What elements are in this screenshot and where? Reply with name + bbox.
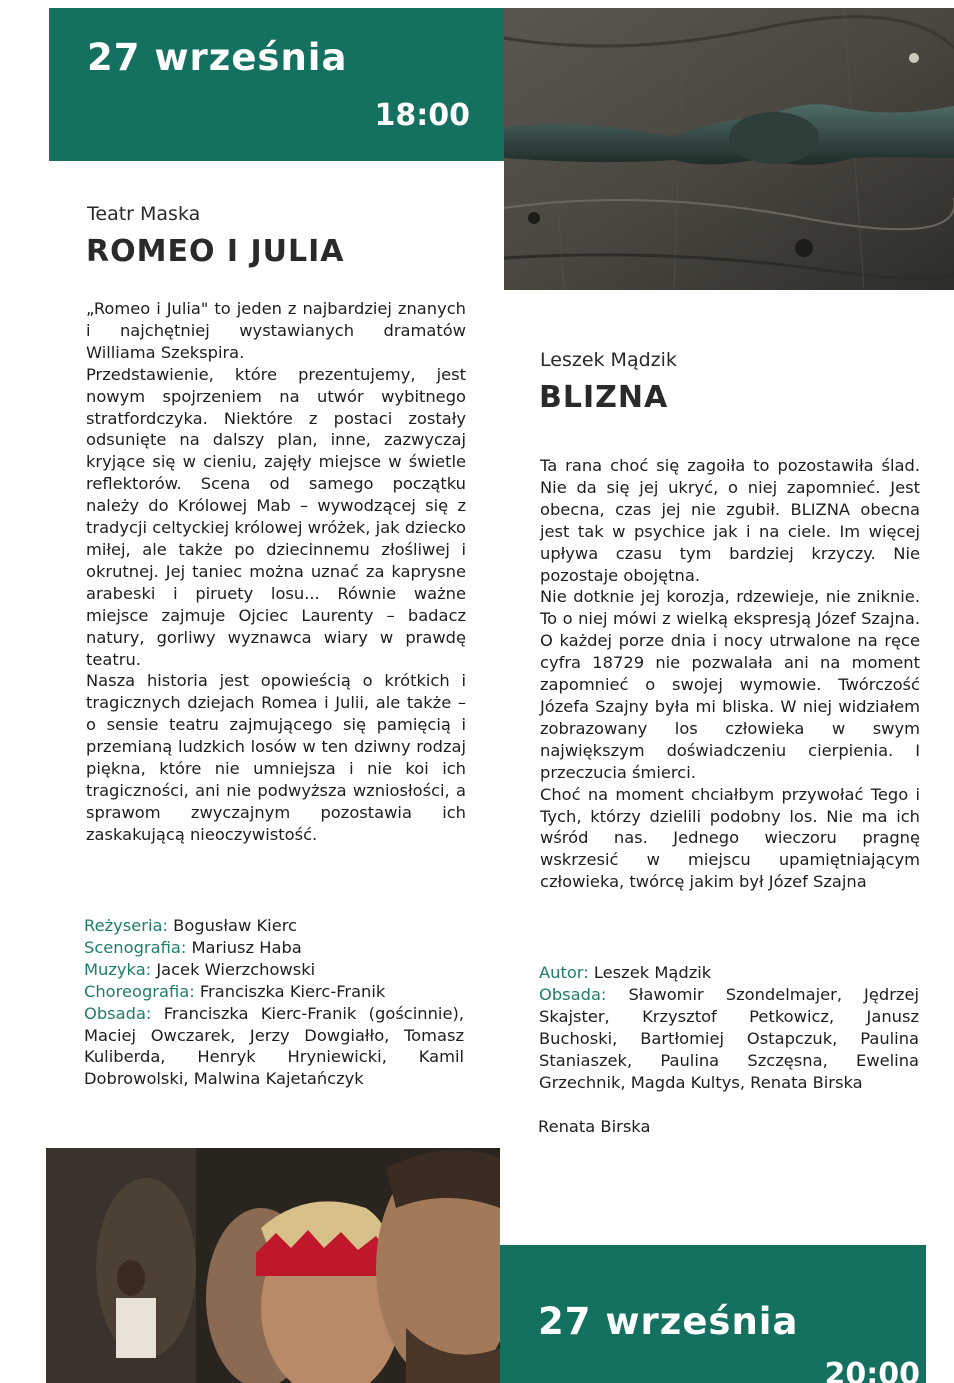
credit-value: Franciszka Kierc-Franik (gościnnie), Maciej Owczarek, Jerzy Dowgiałło, Tomasz Kuliberda, Henryk Hryniewicki, Kamil Dobrowolski, Malwina Kajetańczyk — [84, 1003, 464, 1089]
right-event-title: BLIZNA — [539, 380, 669, 415]
left-event-title: ROMEO I JULIA — [86, 234, 345, 269]
credit-line — [539, 984, 919, 1094]
credit-line — [84, 959, 464, 981]
credit-label: Muzyka: — [84, 959, 152, 979]
date-banner-bottom — [500, 1245, 926, 1383]
credit-label: Obsada: — [84, 1003, 152, 1023]
credit-label: Choreografia: — [84, 981, 195, 1001]
date-banner-top — [49, 8, 504, 161]
right-event-credits — [539, 962, 919, 1093]
event-date: 27 września — [538, 1300, 799, 1343]
event-date: 27 września — [87, 36, 348, 79]
credit-line — [84, 1003, 464, 1091]
actors-stage-photo — [46, 1148, 500, 1383]
left-event-description — [86, 298, 466, 846]
credit-label: Scenografia: — [84, 937, 187, 957]
credit-label: Reżyseria: — [84, 916, 168, 935]
credit-label: Obsada: — [539, 984, 607, 1004]
event-time: 20:00 — [824, 1357, 920, 1383]
credit-value: Jacek Wierzchowski — [151, 959, 316, 979]
credit-line — [539, 962, 919, 984]
credit-value: Bogusław Kierc — [167, 916, 298, 935]
credit-value: Mariusz Haba — [186, 937, 302, 957]
paragraph: Ta rana choć się zagoiła to pozostawiła ślad. Nie da się jej ukryć, o niej zapomnieć. Jest obecna, czas jej nie zgubił. BLIZNA obecna jest tak w psychice jak i na ciele. Im więcej upływa czasu tym bardziej krzyczy. Nie pozostaje obojętna. — [540, 456, 920, 585]
credit-label: Autor: — [539, 963, 589, 982]
left-event-credits — [84, 915, 464, 1090]
right-event-organizer: Leszek Mądzik — [540, 349, 677, 371]
paragraph: „Romeo i Julia" to jeden z najbardziej znanych i najchętniej wystawianych dramatów Williama Szekspira. — [86, 299, 466, 362]
credit-line — [84, 937, 464, 959]
credit-value: Leszek Mądzik — [588, 963, 712, 982]
left-event-organizer: Teatr Maska — [87, 203, 201, 225]
author-signature: Renata Birska — [538, 1117, 651, 1136]
paragraph: Przedstawienie, które prezentujemy, jest nowym spojrzeniem na utwór wybitnego stratfordczyka. Niektóre z postaci zostały odsunięte na dalszy plan, inne, zazwyczaj kryjące się w cieniu, zajęły miejsce w świetle reflektorów. Scena od samego początku należy do Królowej Mab – wywodzącej się z tradycji celtyckiej królowej wróżek, jak dziecko miłej, ale także po dziecinnemu złośliwej i okrutnej. Jej taniec można uznać za kaprysne arabeski i piruety losu... Równie ważne miejsce zajmuje Ojciec Laurenty – badacz natury, gorliwy wyznawca wiary w prawdę teatru. — [86, 364, 466, 669]
sculpture-hands-photo — [504, 8, 954, 290]
right-event-description — [540, 455, 920, 893]
credit-line — [84, 915, 464, 937]
paragraph: Choć na moment chciałbym przywołać Tego i Tych, którzy dzielili podobny los. Nie ma ich wśród nas. Jednego wieczoru pragnę wskrzesić w miejscu upamiętniającym człowieka, twórcę jakim był Józef Szajna — [540, 784, 920, 892]
credit-line — [84, 981, 464, 1003]
event-time: 18:00 — [374, 98, 470, 133]
paragraph: Nie dotknie jej korozja, rdzewieje, nie zniknie. To o niej mówi z wielką ekspresją Józef Szajna. O każdej porze dnia i nocy utrwalone na ręce cyfra 18729 nie pozwalała ani na moment zapomnieć o swojej wymowie. Twórczość Józefa Szajny była mi bliska. W niej widziałem zobrazowany los człowieka w swym największym doświadczeniu cierpienia. I przeczucia śmierci. — [540, 587, 920, 782]
credit-value: Sławomir Szondelmajer, Jędrzej Skajster, Krzysztof Petkowicz, Janusz Buchoski, Bartłomiej Ostapczuk, Paulina Staniaszek, Paulina Szczęsna, Ewelina Grzechnik, Magda Kultys, Renata Birska — [539, 984, 919, 1092]
credit-value: Franciszka Kierc-Franik — [194, 981, 386, 1001]
paragraph: Nasza historia jest opowieścią o krótkich i tragicznych dziejach Romea i Julii, ale także – o sensie teatru zajmującego się pamięcią i przemianą ludzkich losów w ten dziwny rodzaj piękna, które nie umniejsza i nie koi ich tragiczności, ani nie podwyższa wzniosłości, a sprawom zwyczajnym pozostawia ich zaskakującą nieoczywistość. — [86, 671, 466, 844]
